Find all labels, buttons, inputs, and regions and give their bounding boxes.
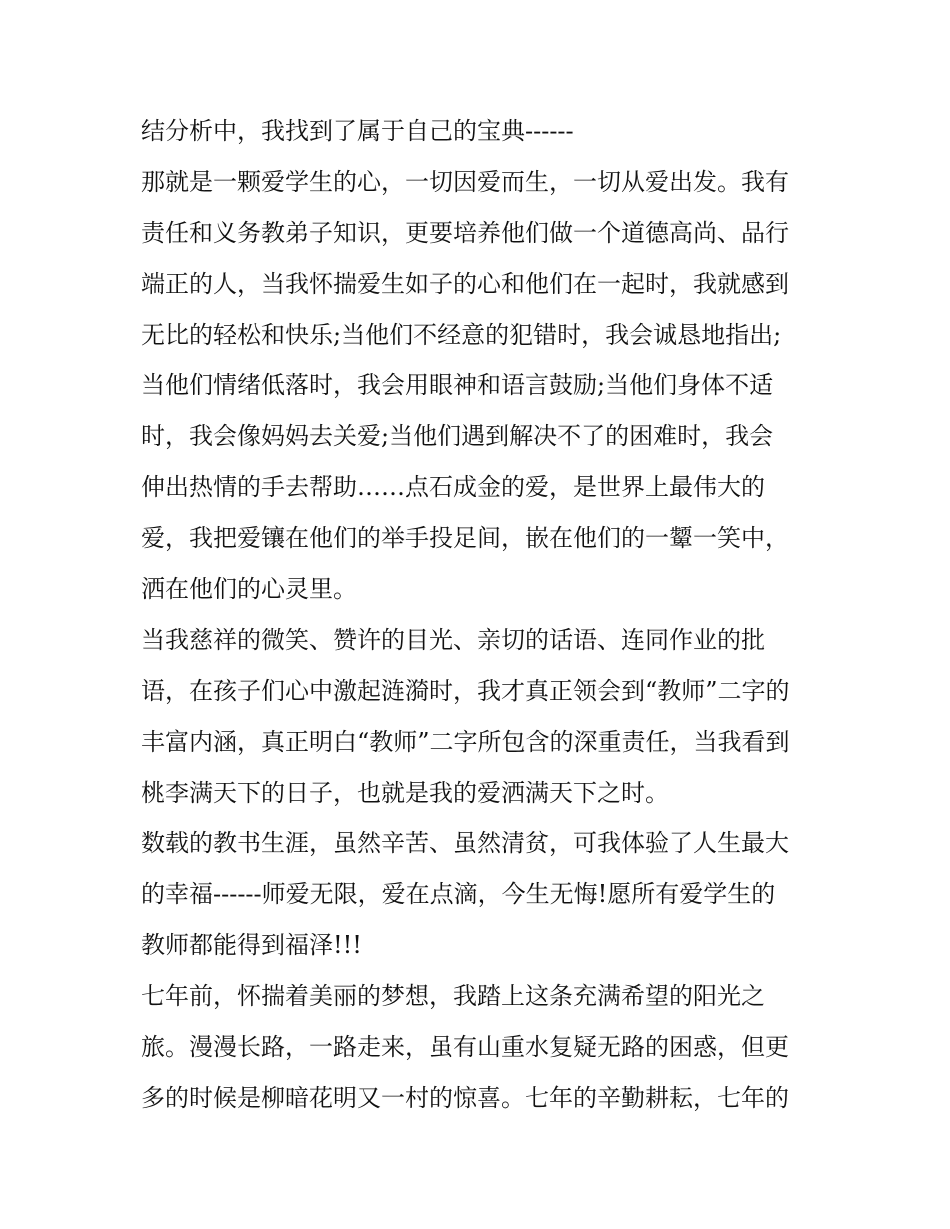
text-line: 七年前，怀揣着美丽的梦想，我踏上这条充满希望的阳光之 xyxy=(141,982,765,1011)
text-line: 责任和义务教弟子知识，更要培养他们做一个道德高尚、品行 xyxy=(141,218,789,247)
text-line: 教师都能得到福泽!!! xyxy=(141,931,362,960)
text-line: 时，我会像妈妈去关爱;当他们遇到解决不了的困难时，我会 xyxy=(141,422,774,451)
text-line: 端正的人，当我怀揣爱生如子的心和他们在一起时，我就感到 xyxy=(141,269,789,298)
text-line: 当他们情绪低落时，我会用眼神和语言鼓励;当他们身体不适 xyxy=(141,371,774,400)
text-line: 多的时候是柳暗花明又一村的惊喜。七年的辛勤耕耘，七年的 xyxy=(141,1083,789,1112)
text-line: 那就是一颗爱学生的心，一切因爱而生，一切从爱出发。我有 xyxy=(141,167,789,196)
text-line: 爱，我把爱镶在他们的举手投足间，嵌在他们的一颦一笑中， xyxy=(141,524,789,553)
text-line: 语，在孩子们心中激起涟漪时，我才真正领会到“教师”二字的 xyxy=(141,676,790,705)
text-line: 结分析中，我找到了属于自己的宝典------ xyxy=(141,117,574,145)
body-text xyxy=(141,106,821,1124)
text-line: 旅。漫漫长路，一路走来，虽有山重水复疑无路的困惑，但更 xyxy=(141,1033,789,1062)
text-line: 当我慈祥的微笑、赞许的目光、亲切的话语、连同作业的批 xyxy=(141,625,765,654)
text-line: 伸出热情的手去帮助……点石成金的爱，是世界上最伟大的 xyxy=(141,473,765,502)
text-line: 数载的教书生涯，虽然辛苦、虽然清贫，可我体验了人生最大 xyxy=(141,829,789,858)
text-line: 无比的轻松和快乐;当他们不经意的犯错时，我会诚恳地指出; xyxy=(141,320,782,349)
text-line: 桃李满天下的日子，也就是我的爱洒满天下之时。 xyxy=(141,778,669,807)
text-line: 洒在他们的心灵里。 xyxy=(141,575,357,604)
text-line: 丰富内涵，真正明白“教师”二字所包含的深重责任，当我看到 xyxy=(141,727,790,756)
text-line: 的幸福------师爱无限，爱在点滴，今生无悔!愿所有爱学生的 xyxy=(141,880,776,909)
